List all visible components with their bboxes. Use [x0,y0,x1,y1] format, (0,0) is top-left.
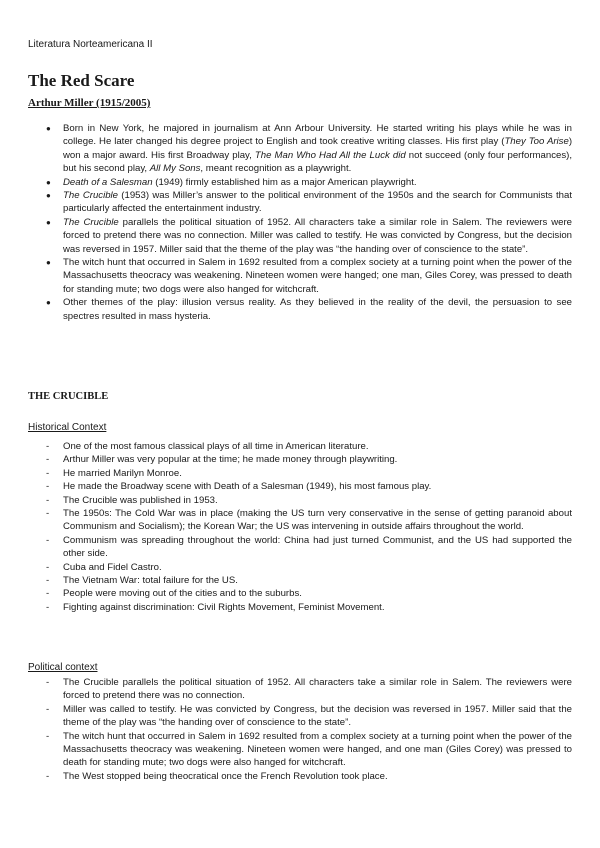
list-item: - Fighting against discrimination: Civil Rights Movement, Feminist Movement. [46,601,572,614]
political-context-list [46,676,572,783]
section-title: THE CRUCIBLE [28,391,109,402]
list-item: ● The Crucible parallels the political situation of 1952. All characters take a similar role in Salem. The reviewers were forced to pretend there was no connection. Miller was called to testify. He was convicted by Congress, but the decision was reversed in 1957. Miller said that the theme of the play was “the handing over of conscience to the state”. [46,216,572,256]
intro-bullet-list [46,122,572,323]
page-title: The Red Scare [28,71,135,90]
list-item: - One of the most famous classical plays of all time in American literature. [46,440,572,453]
political-context-heading: Political context [28,662,98,673]
list-item: ● Born in New York, he majored in journalism at Ann Arbour University. He started writing his plays while he was in college. He later changed his degree project to English and took creative writing classes. His first play (They Too Arise) won a major award. His first Broadway play, The Man Who Had All the Luck did not succeed (only four performances), but his second play, All My Sons, meant recognition as a playwright. [46,122,572,176]
list-item: ● Death of a Salesman (1949) firmly established him as a major American playwright. [46,176,572,189]
historical-context-list [46,440,572,614]
list-item: - The Crucible parallels the political situation of 1952. All characters take a similar role in Salem. The reviewers were forced to pretend there was no connection. [46,676,572,703]
list-item: ● Other themes of the play: illusion versus reality. As they believed in the reality of the devil, the persuasion to see spectres resulted in mass hysteria. [46,296,572,323]
list-item: - The 1950s: The Cold War was in place (making the US turn very conservative in the sense of getting paranoid about Communism and Socialism); the Korean War; the US was intervening in outside affairs throughout the world. [46,507,572,534]
author-heading: Arthur Miller (1915/2005) [28,97,151,109]
list-item: - The West stopped being theocratical once the French Revolution took place. [46,770,572,783]
list-item: - Arthur Miller was very popular at the time; he made money through playwriting. [46,453,572,466]
list-item: ● The Crucible (1953) was Miller’s answer to the political environment of the 1950s and the search for Communists that particularly affected the entertainment industry. [46,189,572,216]
list-item: - The Crucible was published in 1953. [46,494,572,507]
list-item: - He made the Broadway scene with Death of a Salesman (1949), his most famous play. [46,480,572,493]
list-item: - The Vietnam War: total failure for the US. [46,574,572,587]
historical-context-heading: Historical Context [28,422,107,433]
list-item: - Communism was spreading throughout the world: China had just turned Communist, and the US had supported the other side. [46,534,572,561]
list-item: ● The witch hunt that occurred in Salem in 1692 resulted from a complex society at a turning point when the power of the Massachusetts theocracy was weakening. Nineteen women were hanged; one man, Giles Corey, was pressed to death for standing mute; two dogs were also hanged for witchcraft. [46,256,572,296]
list-item: - He married Marilyn Monroe. [46,467,572,480]
list-item: - Miller was called to testify. He was convicted by Congress, but the decision was reversed in 1957. Miller said that the theme of the play was “the handing over of conscience to the state”. [46,703,572,730]
list-item: - The witch hunt that occurred in Salem in 1692 resulted from a complex society at a turning point when the power of the Massachusetts theocracy was weakening. Nineteen women were hanged, and one man (Giles Corey) was pressed to death for standing mute; two dogs were also hanged for witchcraft. [46,730,572,770]
course-header: Literatura Norteamericana II [28,39,153,50]
list-item: - People were moving out of the cities and to the suburbs. [46,587,572,600]
list-item: - Cuba and Fidel Castro. [46,561,572,574]
